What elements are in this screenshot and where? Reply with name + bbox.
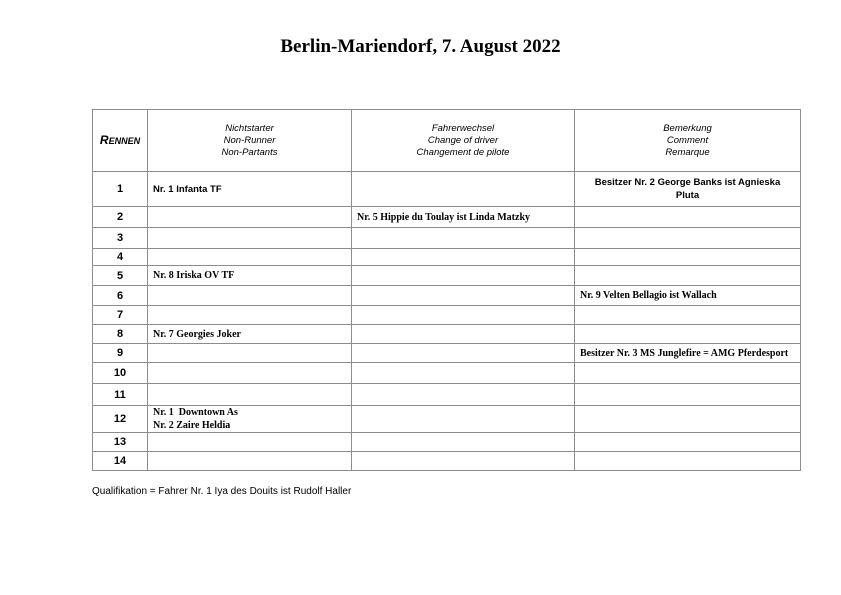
- header-line: Bemerkung: [663, 122, 712, 134]
- fahrerwechsel-cell: [352, 344, 575, 363]
- table-row: [93, 344, 801, 363]
- fahrerwechsel-cell: [352, 452, 575, 471]
- table-header-row: [93, 110, 801, 172]
- header-line: Fahrerwechsel: [431, 122, 495, 134]
- bemerkung-cell: [575, 452, 801, 471]
- fahrerwechsel-cell: [352, 286, 575, 306]
- nichtstarter-cell: [148, 207, 352, 228]
- nichtstarter-cell: [148, 266, 352, 286]
- race-number: 10: [93, 363, 148, 384]
- fahrerwechsel-entry: Nr. 5 Hippie du Toulay ist Linda Matzky: [357, 211, 531, 223]
- nichtstarter-cell: [148, 433, 352, 452]
- header-fahrerwechsel: [352, 110, 575, 172]
- bemerkung-entry: Besitzer Nr. 2 George Banks ist Agnieska: [594, 177, 781, 188]
- bemerkung-cell: [575, 228, 801, 249]
- race-number: 9: [93, 344, 148, 363]
- table-row: [93, 452, 801, 471]
- header-line: Non-Partants: [221, 146, 278, 158]
- nichtstarter-entry: Nr. 1 Downtown As: [153, 407, 238, 418]
- header-line: Non-Runner: [223, 134, 276, 146]
- bemerkung-cell: [575, 249, 801, 266]
- header-line: Remarque: [665, 146, 710, 158]
- nichtstarter-cell: [148, 172, 352, 207]
- header-line: Comment: [666, 134, 709, 146]
- race-number: 8: [93, 325, 148, 344]
- header-bemerkung: [575, 110, 801, 172]
- nichtstarter-cell: [148, 325, 352, 344]
- header-line: Nichtstarter: [225, 122, 274, 134]
- bemerkung-cell: [575, 406, 801, 433]
- race-number: 1: [93, 172, 148, 207]
- header-line: Change of driver: [427, 134, 499, 146]
- table-row: [93, 406, 801, 433]
- bemerkung-entry: Nr. 9 Velten Bellagio ist Wallach: [580, 290, 717, 301]
- fahrerwechsel-cell: [352, 228, 575, 249]
- bemerkung-cell: [575, 433, 801, 452]
- bemerkung-entry: Pluta: [675, 190, 700, 201]
- bemerkung-cell: [575, 207, 801, 228]
- nichtstarter-entry: Nr. 8 Iriska OV TF: [153, 270, 235, 281]
- table-row: [93, 384, 801, 406]
- race-number: 3: [93, 228, 148, 249]
- table-body: [93, 172, 801, 471]
- race-number: 4: [93, 249, 148, 266]
- fahrerwechsel-cell: [352, 306, 575, 325]
- nichtstarter-cell: [148, 249, 352, 266]
- race-number: 12: [93, 406, 148, 433]
- bemerkung-cell: [575, 286, 801, 306]
- table-row: [93, 306, 801, 325]
- table-row: [93, 172, 801, 207]
- race-number: 2: [93, 207, 148, 228]
- race-changes-table: [92, 109, 801, 471]
- table-row: [93, 363, 801, 384]
- nichtstarter-cell: [148, 452, 352, 471]
- fahrerwechsel-cell: [352, 172, 575, 207]
- fahrerwechsel-cell: [352, 406, 575, 433]
- nichtstarter-cell: [148, 363, 352, 384]
- nichtstarter-cell: [148, 286, 352, 306]
- bemerkung-cell: [575, 172, 801, 207]
- nichtstarter-cell: [148, 384, 352, 406]
- fahrerwechsel-cell: [352, 433, 575, 452]
- header-line: Changement de pilote: [416, 146, 510, 158]
- page-title: Berlin-Mariendorf, 7. August 2022: [280, 36, 561, 57]
- fahrerwechsel-cell: [352, 363, 575, 384]
- bemerkung-entry: Besitzer Nr. 3 MS Junglefire = AMG Pferdesport: [580, 347, 789, 359]
- bemerkung-cell: [575, 363, 801, 384]
- table-row: [93, 433, 801, 452]
- table-row: [93, 249, 801, 266]
- table-row: [93, 228, 801, 249]
- race-number: 5: [93, 266, 148, 286]
- bemerkung-cell: [575, 384, 801, 406]
- race-number: 6: [93, 286, 148, 306]
- header-nichtstarter: [148, 110, 352, 172]
- table-row: [93, 286, 801, 306]
- fahrerwechsel-cell: [352, 384, 575, 406]
- table-row: [93, 207, 801, 228]
- fahrerwechsel-cell: [352, 266, 575, 286]
- header-rennen: RENNEN: [93, 110, 148, 172]
- race-number: 11: [93, 384, 148, 406]
- fahrerwechsel-cell: [352, 325, 575, 344]
- bemerkung-cell: [575, 266, 801, 286]
- fahrerwechsel-cell: [352, 207, 575, 228]
- bemerkung-cell: [575, 325, 801, 344]
- qualification-note: Qualifikation = Fahrer Nr. 1 Iya des Douits ist Rudolf Haller: [92, 486, 352, 497]
- race-number: 14: [93, 452, 148, 471]
- table-row: [93, 325, 801, 344]
- nichtstarter-cell: [148, 344, 352, 363]
- nichtstarter-cell: [148, 228, 352, 249]
- nichtstarter-entry: Nr. 7 Georgies Joker: [153, 328, 241, 340]
- bemerkung-cell: [575, 344, 801, 363]
- table-row: [93, 266, 801, 286]
- race-number: 13: [93, 433, 148, 452]
- nichtstarter-entry: Nr. 2 Zaire Heldia: [153, 420, 231, 431]
- nichtstarter-cell: [148, 406, 352, 433]
- fahrerwechsel-cell: [352, 249, 575, 266]
- race-number: 7: [93, 306, 148, 325]
- nichtstarter-cell: [148, 306, 352, 325]
- bemerkung-cell: [575, 306, 801, 325]
- nichtstarter-entry: Nr. 1 Infanta TF: [153, 183, 222, 195]
